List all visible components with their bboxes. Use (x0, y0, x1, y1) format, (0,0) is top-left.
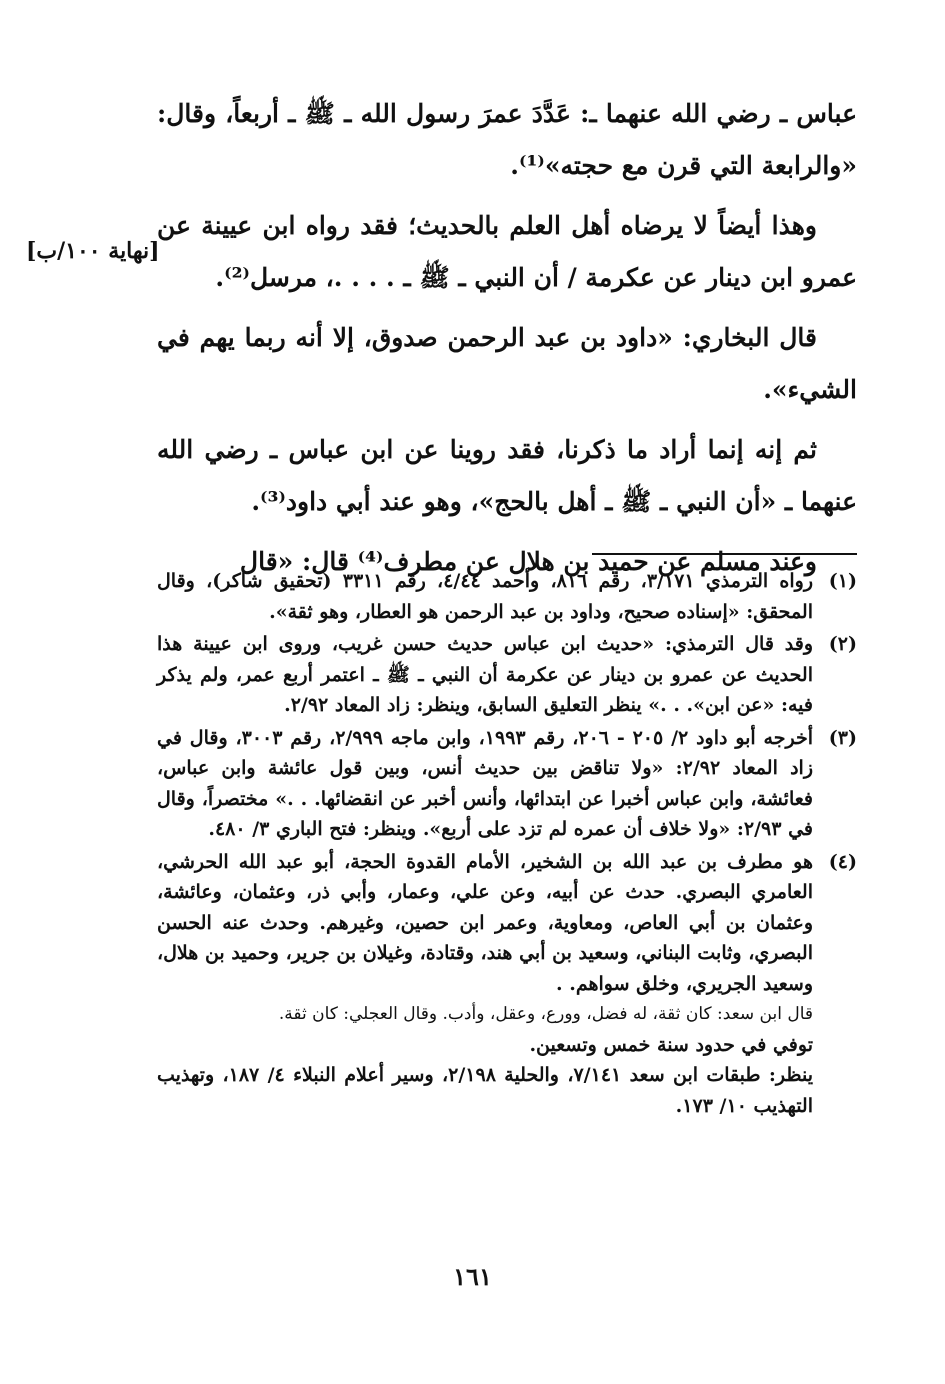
footnote-text (157, 723, 813, 845)
paragraph-4: ثم إنه إنما أراد ما ذكرنا، فقد روينا عن ابن عباس ـ رضي الله عنهما ـ «أن النبي ـ ﷺ ـ أهل بالحج»، وهو عند أبي داود⁽³⁾. (157, 435, 857, 516)
footnote-line: قال ابن سعد: كان ثقة، له فضل، وورع، وعقل، وأدب. وقال العجلي: كان ثقة. (278, 1004, 813, 1024)
footnote-3 (157, 723, 857, 845)
footnote-line: رواه الترمذي ٣/١٧١، رقم ٨١٦، وأحمد ٤/٤٤، رقم ٣٣١١ (تحقيق شاكر)، وقال المحقق: «إسناده صحيح، وداود بن عبد الرحمن هو العطار، وهو ثقة». (157, 570, 814, 623)
main-text (157, 88, 857, 596)
footnote-line: توفي في حدود سنة خمس وتسعين. (529, 1033, 813, 1056)
footnote-text (157, 629, 813, 721)
paragraph-2: وهذا أيضاً لا يرضاه أهل العلم بالحديث؛ فقد رواه ابن عيينة عن عمرو ابن دينار عن عكرمة / أن النبي ـ ﷺ ـ . . . .، مرسل⁽²⁾. (157, 211, 857, 292)
footnote-line: ينظر: طبقات ابن سعد ٧/١٤١، والحلية ٢/١٩٨، وسير أعلام النبلاء ٤/ ١٨٧، وتهذيب التهذيب ١٠/ ١٧٣. (157, 1064, 813, 1117)
footnote-line: أخرجه أبو داود ٢/ ٢٠٥ - ٢٠٦، رقم ١٩٩٣، وابن ماجه ٢/٩٩٩، رقم ٣٠٠٣، وقال في زاد المعاد ٢/٩٢: «ولا تناقض بين حديث أنس، وبين قول عائشة وابن عباس، فعائشة، وابن عباس أخبرا عن ابتدائها، وأنس أخبر عن انقضائها. . .» مختصراً، وقال في ٢/٩٣: «ولا خلاف أن عمره لم تزد على أربع». وينظر: فتح الباري ٣/ ٤٨٠. (157, 726, 813, 840)
footnote-text (157, 566, 813, 627)
footnote-2 (157, 629, 857, 721)
footnote-1 (157, 566, 857, 627)
margin-note: [نهاية ١٠٠/ب] (26, 238, 160, 264)
page-number: ١٦١ (453, 1262, 492, 1291)
footnote-4 (157, 847, 857, 1122)
paragraph-1: عباس ـ رضي الله عنهما ـ: عَدَّدَ عمرَ رسول الله ـ ﷺ ـ أربعاً، وقال: «والرابعة التي قرن مع حجته»⁽¹⁾. (157, 99, 857, 180)
footnote-number: (٤) (828, 850, 857, 873)
paragraph-3: قال البخاري: «داود بن عبد الرحمن صدوق، إلا أنه ربما يهم في الشيء». (157, 323, 857, 404)
footnote-separator (592, 553, 857, 555)
paragraph-5: وعند مسلم عن حميد بن هلال عن مطرف⁽⁴⁾ قال: «قال (239, 547, 817, 576)
footnote-line: هو مطرف بن عبد الله بن الشخير، الأمام القدوة الحجة، أبو عبد الله الحرشي، العامري البصري. حدث عن أبيه، وعن علي، وعمار، وأبي ذر، وعثمان، وعائشة، وعثمان بن أبي العاص، ومعاوية، وعمر ابن حصين، وغيرهم. وحدث عنه الحسن البصري، وثابت البناني، وسعيد بن أبي هند، وقتادة، وغيلان بن جرير، وحميد بن هلال، وسعيد الجريري، وخلق سواهم. . (157, 850, 813, 995)
footnote-number: (٢) (828, 633, 857, 655)
footnote-text (157, 847, 813, 1122)
footnotes (157, 566, 857, 1123)
footnote-line: وقد قال الترمذي: «حديث ابن عباس حديث حسن غريب، وروى ابن عيينة هذا الحديث عن عمرو بن دينار عن عكرمة أن النبي ـ ﷺ ـ اعتمر أربع عمر، ولم يذكر فيه: «عن ابن». . .» ينظر التعليق السابق، وينظر: زاد المعاد ٢/٩٢. (157, 633, 813, 716)
footnote-number: (٣) (828, 726, 857, 749)
footnote-number: (١) (828, 570, 857, 592)
